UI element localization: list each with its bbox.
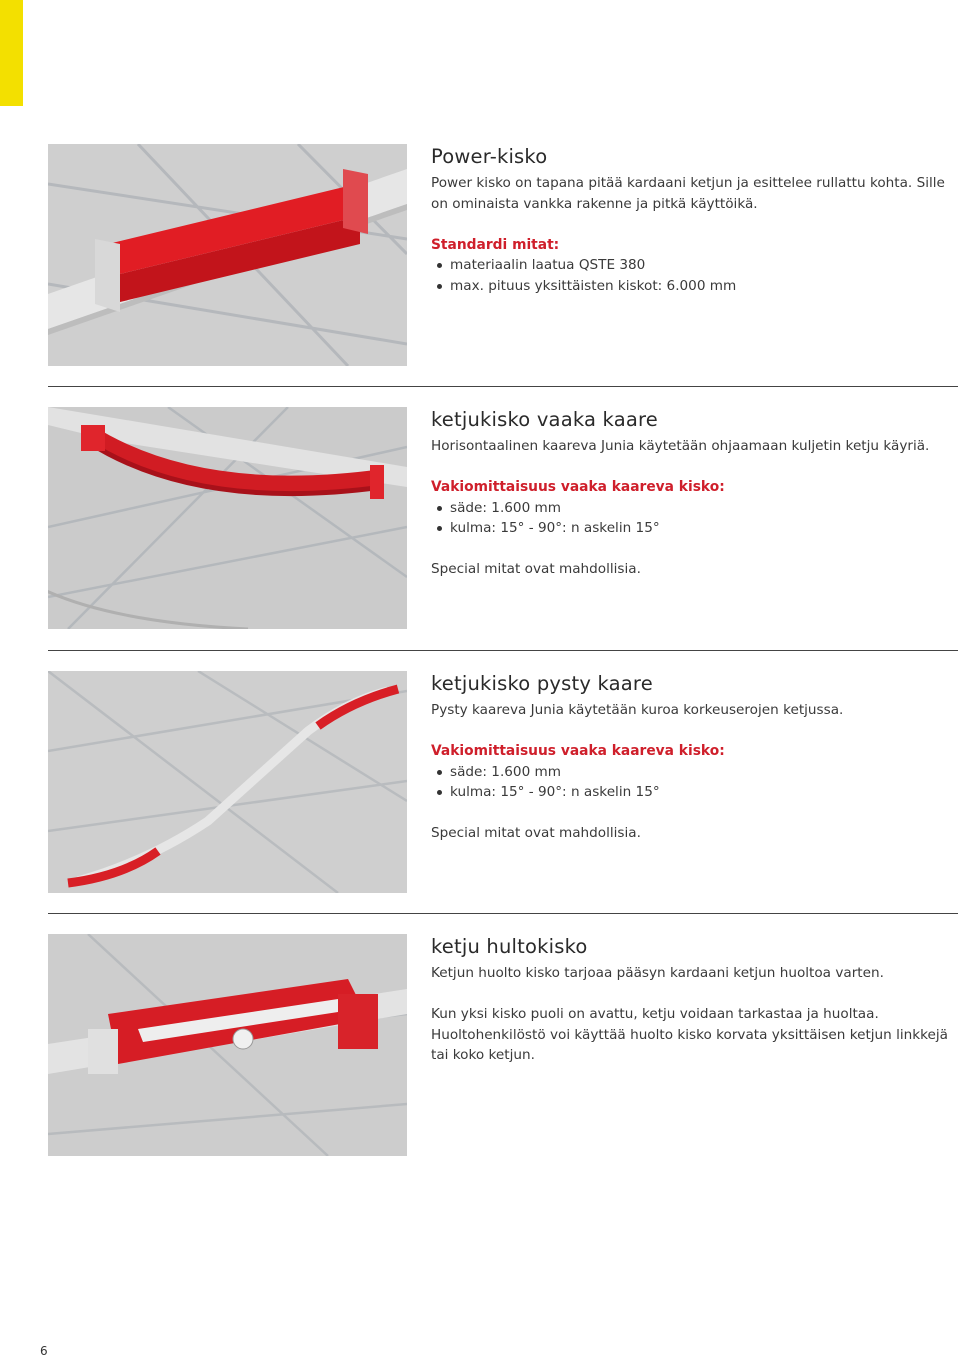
section-title: Power-kisko — [431, 145, 548, 168]
section-title: ketjukisko pysty kaare — [431, 672, 653, 695]
vertical-curve-rail-text — [431, 672, 959, 844]
section-description: Ketjun huolto kisko tarjoaa pääsyn kardaani ketjun huoltoa varten. — [431, 965, 884, 981]
spec-item: kulma: 15° - 90°: n askelin 15° — [431, 518, 959, 539]
spec-item: materiaalin laatua QSTE 380 — [431, 255, 959, 276]
section-title: ketjukisko vaaka kaare — [431, 408, 658, 431]
spec-list — [431, 255, 959, 296]
spec-item: kulma: 15° - 90°: n askelin 15° — [431, 782, 959, 803]
maintenance-rail-text — [431, 935, 959, 1066]
section-description: Power kisko on tapana pitää kardaani ketjun ja esittelee rullattu kohta. Sille on ominaista vankka rakenne ja pitkä käyttöikä. — [431, 175, 945, 212]
section-paragraph: Kun yksi kisko puoli on avattu, ketju voidaan tarkastaa ja huoltaa. Huoltohenkilöstö voi käyttää huolto kisko korvata yksittäisen ketjun linkkejä tai koko ketjun. — [431, 1006, 949, 1063]
spec-item: säde: 1.600 mm — [431, 498, 959, 519]
power-rail-text — [431, 145, 959, 296]
spec-heading: Standardi mitat: — [431, 236, 560, 253]
spec-list — [431, 498, 959, 539]
section-description: Horisontaalinen kaareva Junia käytetään ohjaamaan kuljetin ketju käyriä. — [431, 438, 930, 454]
note: Special mitat ovat mahdollisia. — [431, 825, 641, 841]
spec-list — [431, 762, 959, 803]
section-divider — [48, 386, 958, 387]
horizontal-curve-rail-image — [48, 407, 407, 629]
horizontal-curve-rail-text — [431, 408, 959, 580]
power-rail-image — [48, 144, 407, 366]
note: Special mitat ovat mahdollisia. — [431, 561, 641, 577]
spec-item: säde: 1.600 mm — [431, 762, 959, 783]
yellow-tab-marker — [0, 0, 23, 106]
section-divider — [48, 913, 958, 914]
section-divider — [48, 650, 958, 651]
maintenance-rail-image — [48, 934, 407, 1156]
vertical-curve-rail-image — [48, 671, 407, 893]
page-number: 6 — [40, 1344, 48, 1358]
spec-item: max. pituus yksittäisten kiskot: 6.000 mm — [431, 276, 959, 297]
section-description: Pysty kaareva Junia käytetään kuroa korkeuserojen ketjussa. — [431, 702, 844, 718]
spec-heading: Vakiomittaisuus vaaka kaareva kisko: — [431, 479, 725, 495]
spec-heading: Vakiomittaisuus vaaka kaareva kisko: — [431, 743, 725, 759]
section-title: ketju hultokisko — [431, 935, 588, 958]
